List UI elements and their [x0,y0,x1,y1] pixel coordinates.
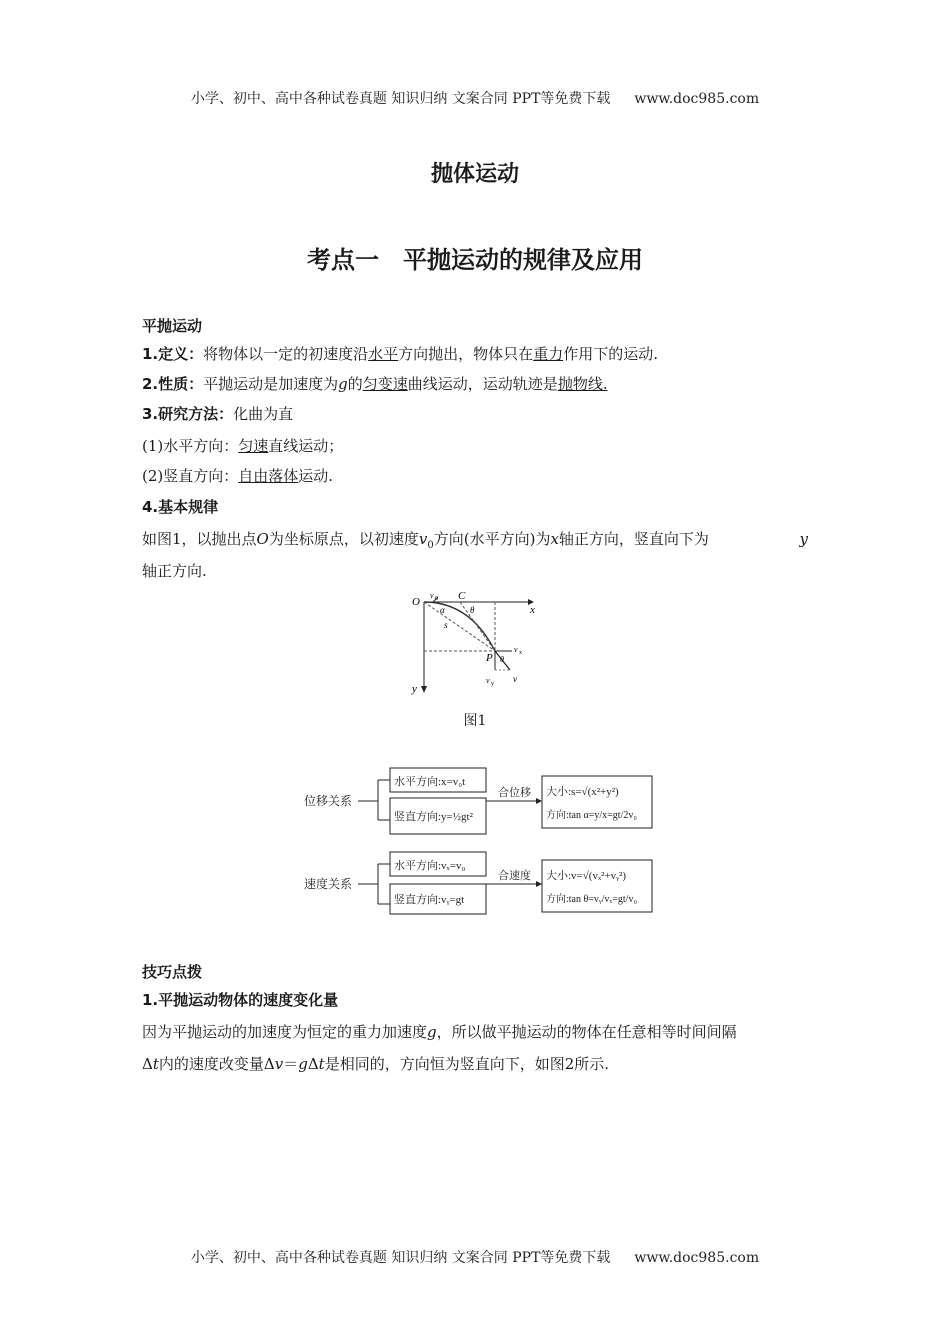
header-text: 小学、初中、高中各种试卷真题 知识归纳 文案合同 PPT等免费下载 [190,91,611,107]
label-vx: v [514,645,518,654]
para2b-text-6: 是相同的，方向恒为竖直向下，如图2所示. [324,1055,610,1073]
property-text-2: 的 [347,375,363,393]
page-footer [0,1247,950,1267]
label-vx-sub: x [519,650,522,656]
y-axis-arrow [421,686,427,693]
horizontal-text-1: (1)水平方向： [142,437,239,455]
disp-resultant-label: 合位移 [498,787,531,799]
para2-g: g [427,1023,437,1041]
para2b-equals: ＝ [283,1055,299,1073]
vel-label: 速度关系 [304,877,353,891]
paragraph-2-line-1 [142,1022,814,1042]
vertical-text-1: (2)竖直方向： [142,467,239,485]
para1-v0-sub: 0 [427,540,434,551]
para1-O: O [256,530,269,548]
label-O: O [412,596,420,608]
property-text-3: 曲线运动，运动轨迹是 [407,375,558,393]
page-header [0,88,950,108]
property-text-1: 平抛运动是加速度为 [203,375,339,393]
paragraph-2-line-2 [142,1054,814,1074]
vertical-answer: 自由落体 [238,467,299,485]
para1-y: y [799,530,808,548]
label-theta-2: θ [500,655,504,664]
label-v0: v [430,591,434,600]
disp-horizontal-text: 水平方向:x=v₀t [394,776,466,788]
para1-x: x [550,530,559,548]
label-v0-sub: 0 [435,596,438,602]
label-s: s [444,620,448,630]
definition-label: 1.定义： [142,345,204,363]
paragraph-1-line-2: 轴正方向. [142,562,207,580]
disp-magnitude: 大小:s=√(x²+y²) [546,786,619,798]
property-answer-uniform-accel: 匀变速 [362,375,408,393]
vel-horizontal-text: 水平方向:vₓ=v₀ [394,860,466,872]
vel-resultant-label: 合速度 [498,870,531,882]
para2b-g: g [298,1055,308,1073]
tips-heading: 技巧点拨 [142,963,203,981]
paragraph-1-line-1 [142,529,814,556]
footer-text: 小学、初中、高中各种试卷真题 知识归纳 文案合同 PPT等免费下载 [190,1250,611,1266]
property-answer-parabola: 抛物线. [557,375,608,393]
label-vy: v [486,676,490,685]
page-title: 抛体运动 [430,162,519,187]
label-alpha: α [440,605,445,615]
method-line [142,404,814,424]
definition-line [142,344,814,364]
definition-answer-gravity: 重力 [533,345,564,363]
vel-direction: 方向:tan θ=vᵧ/vₓ=gt/v₀ [546,894,637,905]
heading-projectile: 平抛运动 [142,317,203,335]
relation-diagram [300,760,660,920]
definition-text-3: 作用下的运动. [563,345,658,363]
para2b-delta-2: Δ [307,1055,319,1073]
displacement-s-line [424,602,495,651]
para1-text-1: 如图1，以抛出点 [142,530,257,548]
definition-text-1: 将物体以一定的初速度沿 [203,345,369,363]
figure-1-projectile-diagram [400,588,550,700]
tangent-line [460,602,495,651]
vertical-line [142,466,814,486]
tip-1-heading: 1.平抛运动物体的速度变化量 [142,991,339,1009]
para1-v0: v [418,530,428,548]
basic-law-label: 4.基本规律 [142,498,219,516]
vel-magnitude: 大小:v=√(vₓ²+vᵧ²) [546,870,627,882]
footer-url: www.doc985.com [634,1250,760,1266]
disp-vertical-text: 竖直方向:y=½gt² [394,811,473,823]
label-x: x [530,604,535,616]
para2b-t: t [152,1055,159,1073]
label-P: P [486,652,493,664]
para2b-text-2: 内的速度改变量Δ [158,1055,275,1073]
horizontal-text-2: 直线运动； [268,437,344,455]
definition-answer-horizontal: 水平 [368,345,399,363]
label-v: v [513,674,517,684]
disp-direction: 方向:tan α=y/x=gt/2v₀ [546,810,637,821]
figure-1-caption: 图1 [463,713,487,729]
para2b-v: v [274,1055,284,1073]
vertical-text-2: 运动. [298,467,334,485]
para2-text-2: ，所以做平抛运动的物体在任意相等时间间隔 [436,1023,737,1041]
property-g: g [338,375,348,393]
property-label: 2.性质： [142,375,204,393]
method-text: 化曲为直 [233,405,294,423]
horizontal-answer: 匀速 [238,437,269,455]
label-C: C [458,590,466,602]
property-line [142,374,814,394]
vel-arrowhead [536,881,542,887]
section-title: 考点一 平抛运动的规律及应用 [307,246,643,274]
header-url: www.doc985.com [634,91,760,107]
horizontal-line [142,436,814,456]
method-label: 3.研究方法： [142,405,234,423]
label-y: y [412,683,417,695]
disp-label: 位移关系 [304,794,353,808]
definition-text-2: 方向抛出，物体只在 [398,345,534,363]
label-theta: θ [470,605,475,615]
disp-arrowhead [536,798,542,804]
para2b-delta-1: Δ [142,1055,153,1073]
vel-vertical-text: 竖直方向:vᵧ=gt [394,894,465,906]
para1-text-3: 方向(水平方向)为 [433,530,551,548]
para2b-t2: t [318,1055,325,1073]
para2-text-1: 因为平抛运动的加速度为恒定的重力加速度 [142,1023,428,1041]
label-vy-sub: y [491,681,494,687]
para1-text-4: 轴正方向，竖直向下为 [558,530,709,548]
para1-text-2: 为坐标原点，以初速度 [268,530,419,548]
